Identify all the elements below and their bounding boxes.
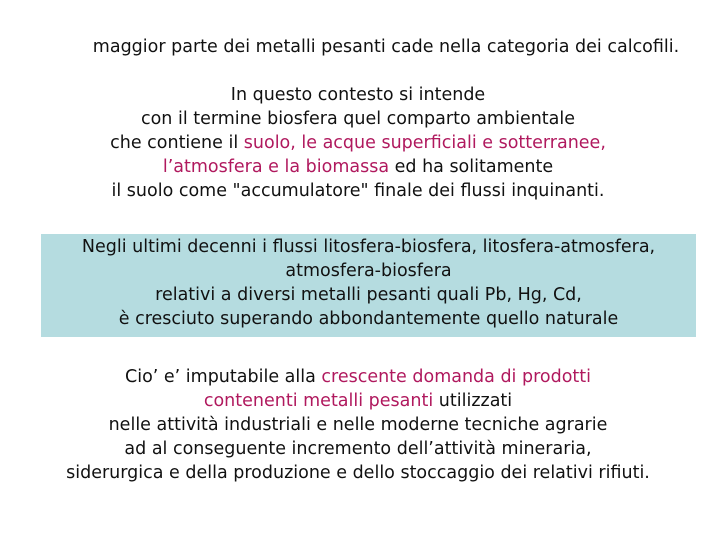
biosphere-line-4-suffix: ed ha solitamente <box>389 157 554 177</box>
cause-highlight-demand: crescente domanda di prodotti <box>321 367 592 387</box>
cause-line-2-suffix: utilizzati <box>433 391 513 411</box>
flux-paragraph <box>41 235 696 331</box>
cause-line-1-prefix: Cio’ e’ imputabile alla <box>124 367 322 387</box>
biosphere-line-5: il suolo come "accumulatore" finale dei flussi inquinanti. <box>111 181 605 201</box>
biosphere-paragraph <box>0 83 716 203</box>
biosphere-line-2: con il termine biosfera quel comparto ambientale <box>140 109 576 129</box>
cause-line-3: nelle attività industriali e nelle moderne tecniche agrarie <box>108 415 608 435</box>
cause-line-4: ad al conseguente incremento dell’attività mineraria, <box>124 439 592 459</box>
cause-line-1 <box>0 365 716 389</box>
cause-highlight-products: contenenti metalli pesanti <box>203 391 434 411</box>
biosphere-line-3 <box>0 131 716 155</box>
intro-text: maggior parte dei metalli pesanti cade nella categoria dei calcofili. <box>92 37 680 57</box>
biosphere-highlight-atmosphere: l’atmosfera e la biomassa <box>162 157 390 177</box>
biosphere-line-4 <box>0 155 716 179</box>
flux-line-3: relativi a diversi metalli pesanti quali Pb, Hg, Cd, <box>155 285 582 305</box>
flux-line-1: Negli ultimi decenni i flussi litosfera-biosfera, litosfera-atmosfera, <box>81 237 656 257</box>
intro-line <box>0 35 720 59</box>
cause-line-2 <box>0 389 716 413</box>
biosphere-highlight-compartments: suolo, le acque superficiali e sotterranee, <box>243 133 606 153</box>
biosphere-line-3-prefix: che contiene il <box>110 133 244 153</box>
flux-line-2: atmosfera-biosfera <box>285 261 452 281</box>
cause-line-5: siderurgica e della produzione e dello stoccaggio dei relativi rifiuti. <box>66 463 650 483</box>
cause-paragraph <box>0 365 716 485</box>
biosphere-line-1: In questo contesto si intende <box>230 85 486 105</box>
flux-line-4: è cresciuto superando abbondantemente quello naturale <box>118 309 619 329</box>
